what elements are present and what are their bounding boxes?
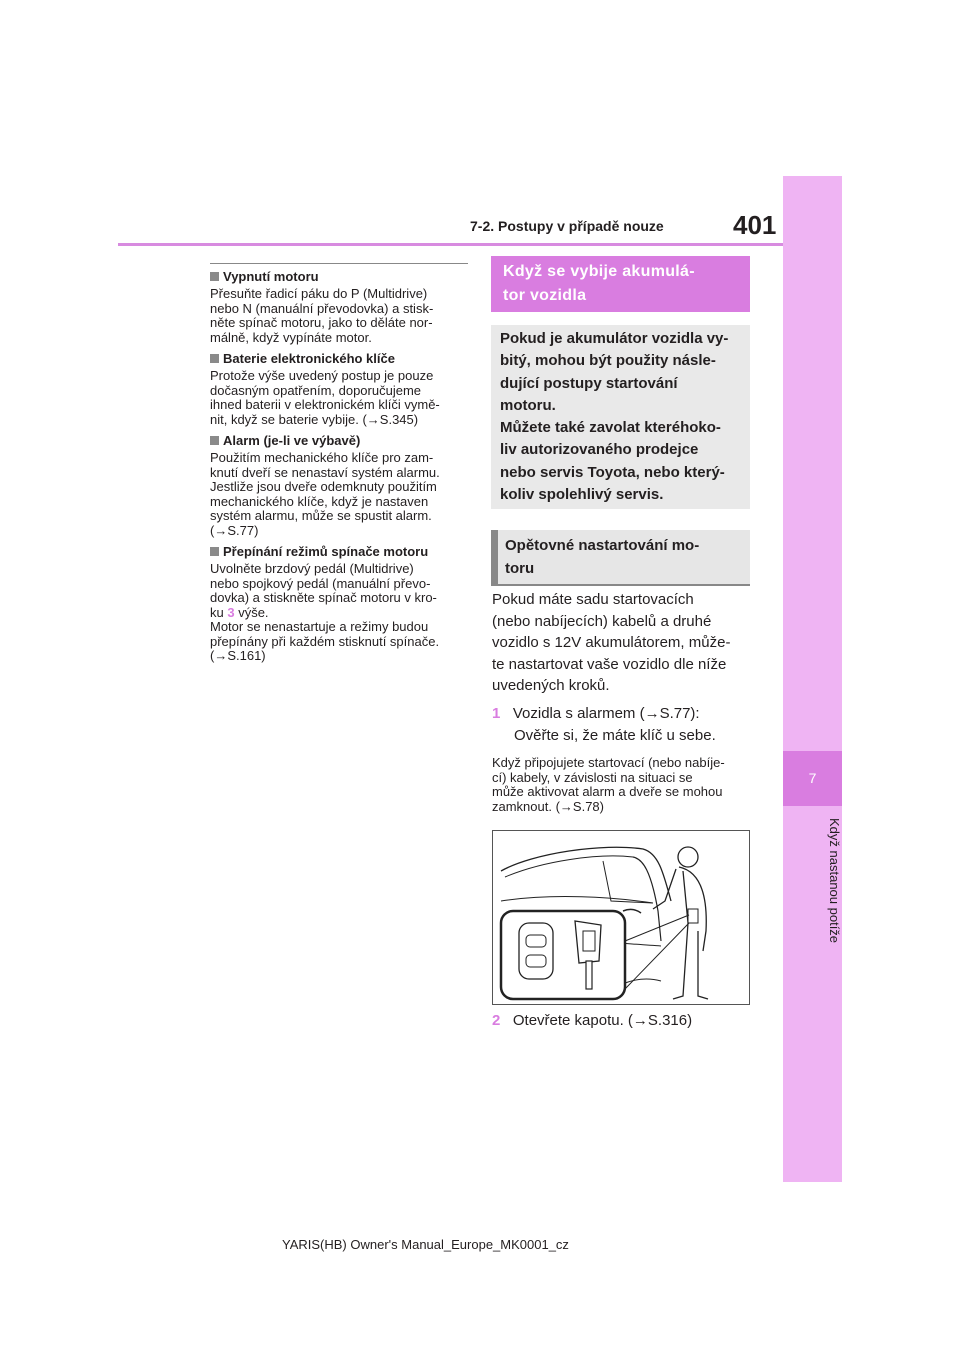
square-bullet-icon xyxy=(210,354,219,363)
car-key-illustration xyxy=(492,830,750,1005)
info-heading: Alarm (je-li ve výbavě) xyxy=(210,433,468,449)
left-column xyxy=(210,263,468,664)
step-text: Otevřete kapotu. (→S.316) xyxy=(512,1012,693,1029)
subheading-bar xyxy=(491,530,498,584)
step-number: 2 xyxy=(492,1012,501,1029)
step-reference: 3 xyxy=(227,604,235,620)
info-body: Uvolněte brzdový pedál (Multidrive) nebo spojkový pedál (manuální převo- dovka) a stiskněte spínač motoru v kro- ku 3 výše. Motor se nenastartuje a režimy budou přepínány při každém stisknutí spínače. (→S.161) xyxy=(210,561,440,663)
info-body: Protože výše uvedený postup je pouze dočasným opatřením, doporučujeme ihned baterii v elektronickém klíči vymě- nit, když se baterie vybije. (→S.345) xyxy=(210,368,440,427)
chapter-heading: Když se vybije akumulá- tor vozidla xyxy=(503,263,695,304)
subheading: Opětovné nastartování mo- toru xyxy=(505,537,700,577)
car-door-person-key-drawing xyxy=(493,831,749,1004)
step-1-detail: Ověřte si, že máte klíč u sebe. xyxy=(514,727,716,744)
info-section-key-battery xyxy=(210,351,468,427)
square-bullet-icon xyxy=(210,436,219,445)
step-2 xyxy=(492,1010,754,1032)
chapter-number: 7 xyxy=(808,770,817,786)
chapter-side-tab xyxy=(783,176,842,1182)
info-heading: Vypnutí motoru xyxy=(210,269,468,285)
info-section-switch-modes xyxy=(210,544,468,664)
footer-text: YARIS(HB) Owner's Manual_Europe_MK0001_cz xyxy=(282,1237,569,1252)
step-number: 1 xyxy=(492,705,501,722)
info-heading: Baterie elektronického klíče xyxy=(210,351,468,367)
info-section-engine-off xyxy=(210,269,468,345)
note-paragraph: Když připojujete startovací (nebo nabíje- cí) kabely, v závislosti na situaci se může aktivovat alarm a dveře se mohou zamknout. (→S.78) xyxy=(492,755,725,814)
summary-text: Pokud je akumulátor vozidla vy- bitý, mohou být použity násle- dující postupy startování motoru. Můžete také zavolat kteréhoko- liv autorizovaného prodejce nebo servis Toyota, nebo který- koliv spolehlivý servis. xyxy=(500,330,729,504)
header-rule xyxy=(118,243,783,246)
step-1 xyxy=(492,703,754,725)
square-bullet-icon xyxy=(210,547,219,556)
chapter-title: Když nastanou potíže xyxy=(827,818,842,944)
square-bullet-icon xyxy=(210,272,219,281)
page-number: 401 xyxy=(733,210,777,240)
intro-paragraph: Pokud máte sadu startovacích (nebo nabíjecích) kabelů a druhé vozidlo s 12V akumulátorem, může- te nastartovat vaše vozidlo dle níže uvedených kroků. xyxy=(492,591,731,694)
info-body: Přesuňte řadicí páku do P (Multidrive) nebo N (manuální převodovka) a stisk- něte spínač motoru, jako to děláte nor- málně, když vypínáte motor. xyxy=(210,286,434,345)
info-section-alarm xyxy=(210,433,468,538)
step-text: Vozidla s alarmem (→S.77): xyxy=(512,705,700,722)
info-heading: Přepínání režimů spínače motoru xyxy=(210,544,468,560)
info-body: Použitím mechanického klíče pro zam- knutí dveří se nenastaví systém alarmu. Jestliže jsou dveře odemknuty použitím mechanického klíče, když je nastaven systém alarmu, může se spustit alarm. (→S.77) xyxy=(210,450,440,538)
section-title: 7-2. Postupy v případě nouze xyxy=(470,218,664,234)
